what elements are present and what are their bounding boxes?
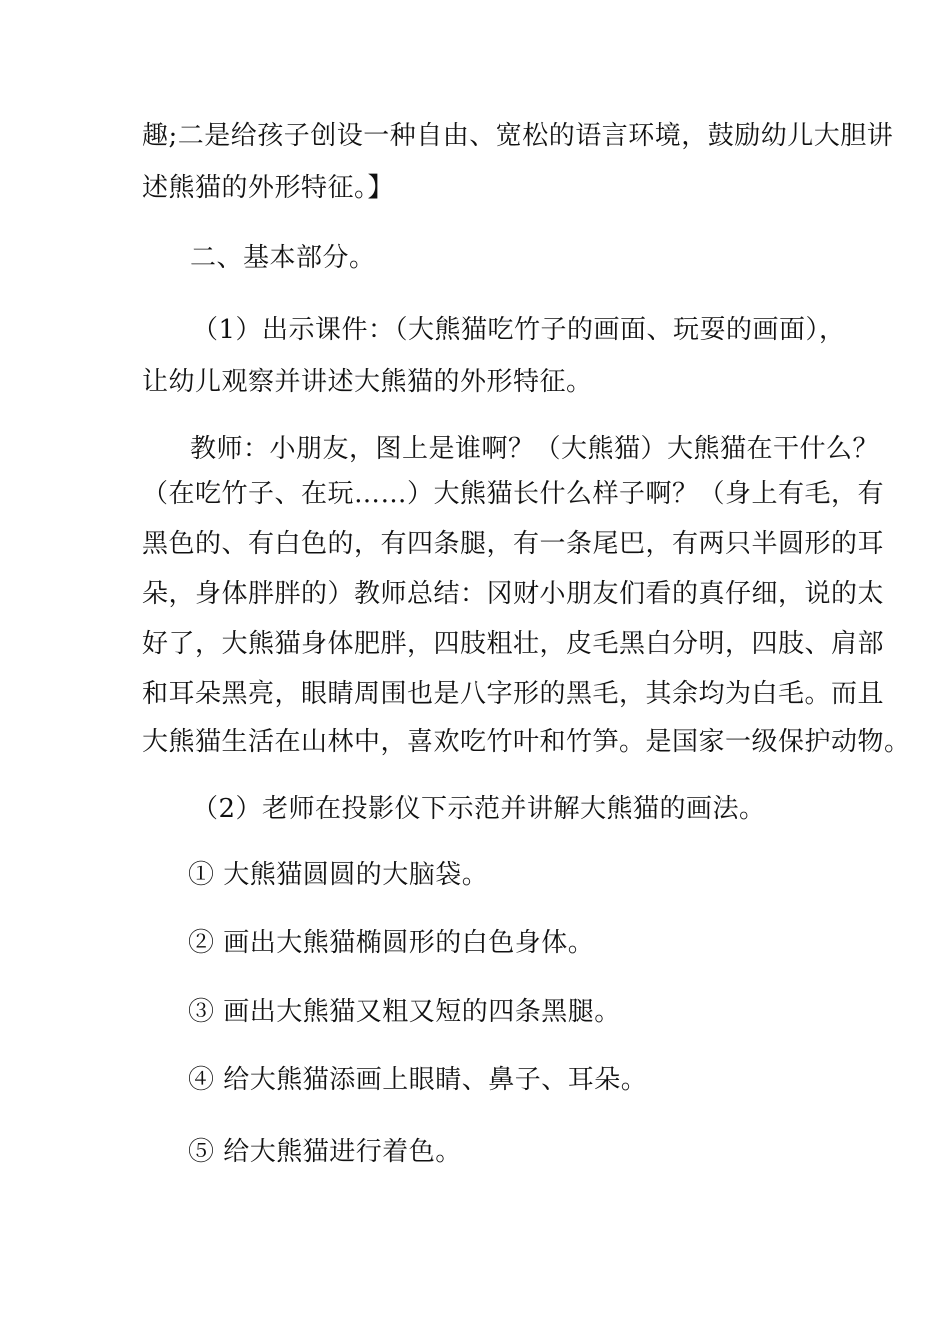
step-item: ⑤ 给大熊猫进行着色。 (188, 1137, 462, 1167)
paragraph-line: 让幼儿观察并讲述大熊猫的外形特征。 (142, 367, 593, 397)
step-item: ② 画出大熊猫椭圆形的白色身体。 (188, 928, 595, 958)
paragraph-line: 朵，身体胖胖的）教师总结：冈财小朋友们看的真仔细，说的太 (142, 579, 885, 609)
paragraph-line: （1）出示课件：（大熊猫吃竹子的画面、玩耍的画面）， (192, 315, 846, 345)
paragraph-line: 好了，大熊猫身体肥胖，四肢粗壮，皮毛黑白分明，四肢、肩部 (142, 629, 885, 659)
paragraph-line: 述熊猫的外形特征。】 (142, 173, 395, 203)
paragraph-line: 教师：小朋友，图上是谁啊？（大熊猫）大熊猫在干什么？ (190, 434, 880, 464)
paragraph-line: （在吃竹子、在玩……）大熊猫长什么样子啊？（身上有毛，有 (142, 479, 885, 509)
section-heading: 二、基本部分。 (190, 243, 376, 273)
paragraph-line: 大熊猫生活在山林中，喜欢吃竹叶和竹笋。是国家一级保护动物。 (142, 727, 911, 757)
step-item: ④ 给大熊猫添画上眼睛、鼻子、耳朵。 (188, 1065, 648, 1095)
paragraph-line: （2）老师在投影仪下示范并讲解大熊猫的画法。 (192, 794, 766, 824)
step-item: ③ 画出大熊猫又粗又短的四条黑腿。 (188, 997, 621, 1027)
paragraph-line: 趣;二是给孩子创设一种自由、宽松的语言环境，鼓励幼儿大胆讲 (142, 121, 894, 151)
paragraph-line: 和耳朵黑亮，眼睛周围也是八字形的黑毛，其余均为白毛。而且 (142, 679, 885, 709)
paragraph-line: 黑色的、有白色的，有四条腿，有一条尾巴，有两只半圆形的耳 (142, 529, 885, 559)
step-item: ① 大熊猫圆圆的大脑袋。 (188, 860, 489, 890)
